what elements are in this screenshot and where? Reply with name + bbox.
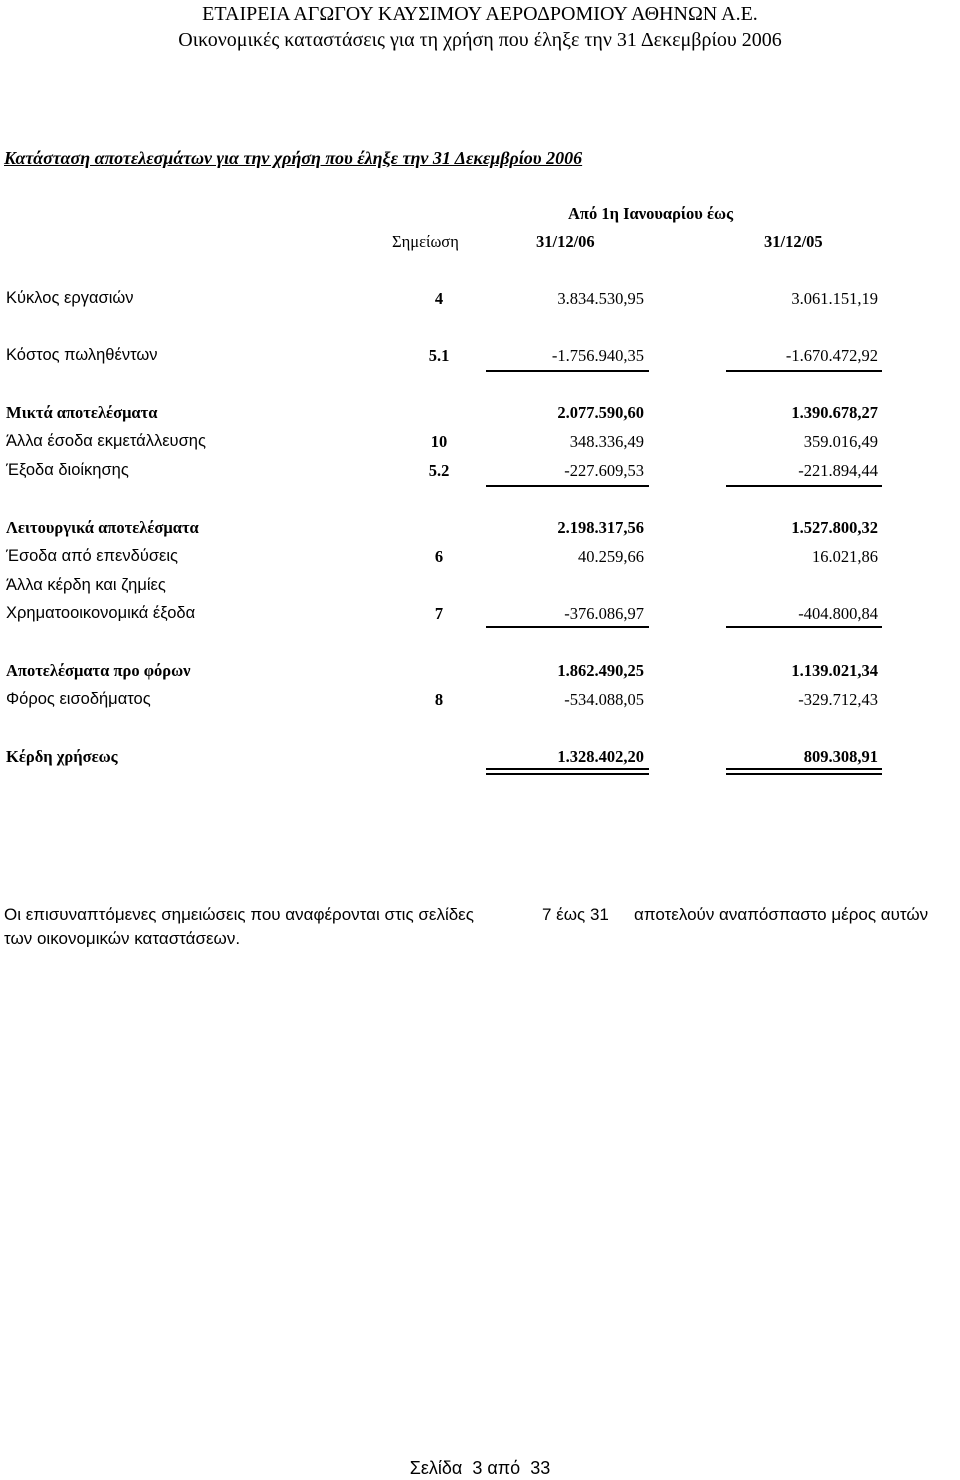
row-value-2005-profit-before-tax: 1.139.021,34 [791,661,878,680]
column-2005-header: 31/12/05 [764,232,823,251]
row-value-2006-net-profit: 1.328.402,20 [557,747,644,766]
footnote-line-1-start: Οι επισυναπτόμενες σημειώσεις που αναφέρονται στις σελίδες [4,905,474,924]
total-double-rule [726,768,882,770]
row-label-income-tax: Φόρος εισοδήματος [6,690,151,708]
footnote-page-range: 7 έως 31 [542,905,609,924]
row-label-revenue: Κύκλος εργασιών [6,289,134,307]
footnote-line-1-end: αποτελούν αναπόσπαστο μέρος αυτών [634,905,929,924]
row-value-2006-profit-before-tax: 1.862.490,25 [557,661,644,680]
row-value-2005-revenue: 3.061.151,19 [791,289,878,308]
row-value-2006-income-tax: -534.088,05 [564,690,644,709]
row-label-finance-costs: Χρηματοοικονομικά έξοδα [6,604,196,622]
row-note-income-tax: 8 [434,690,444,709]
row-value-2005-admin-expenses: -221.894,44 [798,461,878,480]
total-double-rule [726,773,882,775]
row-value-2006-cost-of-sales: -1.756.940,35 [551,346,644,365]
row-value-2005-income-tax: -329.712,43 [798,690,878,709]
row-value-2005-gross-profit: 1.390.678,27 [791,403,878,422]
document-subtitle: Οικονομικές καταστάσεις για τη χρήση που έληξε την 31 Δεκεμβρίου 2006 [178,29,782,51]
subtotal-rule [486,485,649,487]
total-double-rule [486,768,649,770]
row-label-cost-of-sales: Κόστος πωληθέντων [6,346,158,364]
row-label-gross-profit: Μικτά αποτελέσματα [6,403,158,422]
row-value-2005-finance-costs: -404.800,84 [798,604,878,623]
row-value-2006-investment-income: 40.259,66 [578,547,644,566]
row-note-revenue: 4 [434,289,444,308]
row-value-2006-finance-costs: -376.086,97 [564,604,644,623]
row-note-cost-of-sales: 5.1 [428,346,450,365]
row-note-finance-costs: 7 [434,604,444,623]
company-name: ΕΤΑΙΡΕΙΑ ΑΓΩΓΟΥ ΚΑΥΣΙΜΟΥ ΑΕΡΟΔΡΟΜΙΟΥ ΑΘΗΝΩΝ Α.Ε. [202,3,758,25]
subtotal-rule [486,370,649,372]
row-label-net-profit: Κέρδη χρήσεως [6,747,118,766]
row-value-2006-gross-profit: 2.077.590,60 [557,403,644,422]
row-value-2006-revenue: 3.834.530,95 [557,289,644,308]
row-note-other-operating-income: 10 [430,432,448,451]
row-label-admin-expenses: Έξοδα διοίκησης [6,461,129,479]
row-value-2006-operating-result: 2.198.317,56 [557,518,644,537]
row-note-admin-expenses: 5.2 [428,461,450,480]
subtotal-rule [726,485,882,487]
period-label: Από 1η Ιανουαρίου έως [568,204,734,223]
page-number: Σελίδα 3 από 33 [409,1458,551,1478]
row-value-2005-net-profit: 809.308,91 [803,747,878,766]
total-double-rule [486,773,649,775]
row-label-investment-income: Έσοδα από επενδύσεις [6,547,179,565]
row-value-2006-other-operating-income: 348.336,49 [569,432,644,451]
row-label-profit-before-tax: Αποτελέσματα προ φόρων [6,661,191,680]
row-value-2005-investment-income: 16.021,86 [812,547,878,566]
note-column-header: Σημείωση [392,232,459,251]
footnote-line-2: των οικονομικών καταστάσεων. [4,929,241,948]
row-value-2005-other-operating-income: 359.016,49 [803,432,878,451]
subtotal-rule [486,626,649,628]
row-label-other-operating-income: Άλλα έσοδα εκμετάλλευσης [6,432,206,450]
subtotal-rule [726,626,882,628]
row-value-2006-admin-expenses: -227.609,53 [564,461,644,480]
row-value-2005-operating-result: 1.527.800,32 [791,518,878,537]
column-2006-header: 31/12/06 [536,232,595,251]
subtotal-rule [726,370,882,372]
statement-title: Κατάσταση αποτελεσμάτων για την χρήση που έληξε την 31 Δεκεμβρίου 2006 [4,148,583,168]
row-value-2005-cost-of-sales: -1.670.472,92 [785,346,878,365]
row-label-other-gains-losses: Άλλα κέρδη και ζημίες [6,576,166,594]
row-label-operating-result: Λειτουργικά αποτελέσματα [6,518,199,537]
row-note-investment-income: 6 [434,547,444,566]
